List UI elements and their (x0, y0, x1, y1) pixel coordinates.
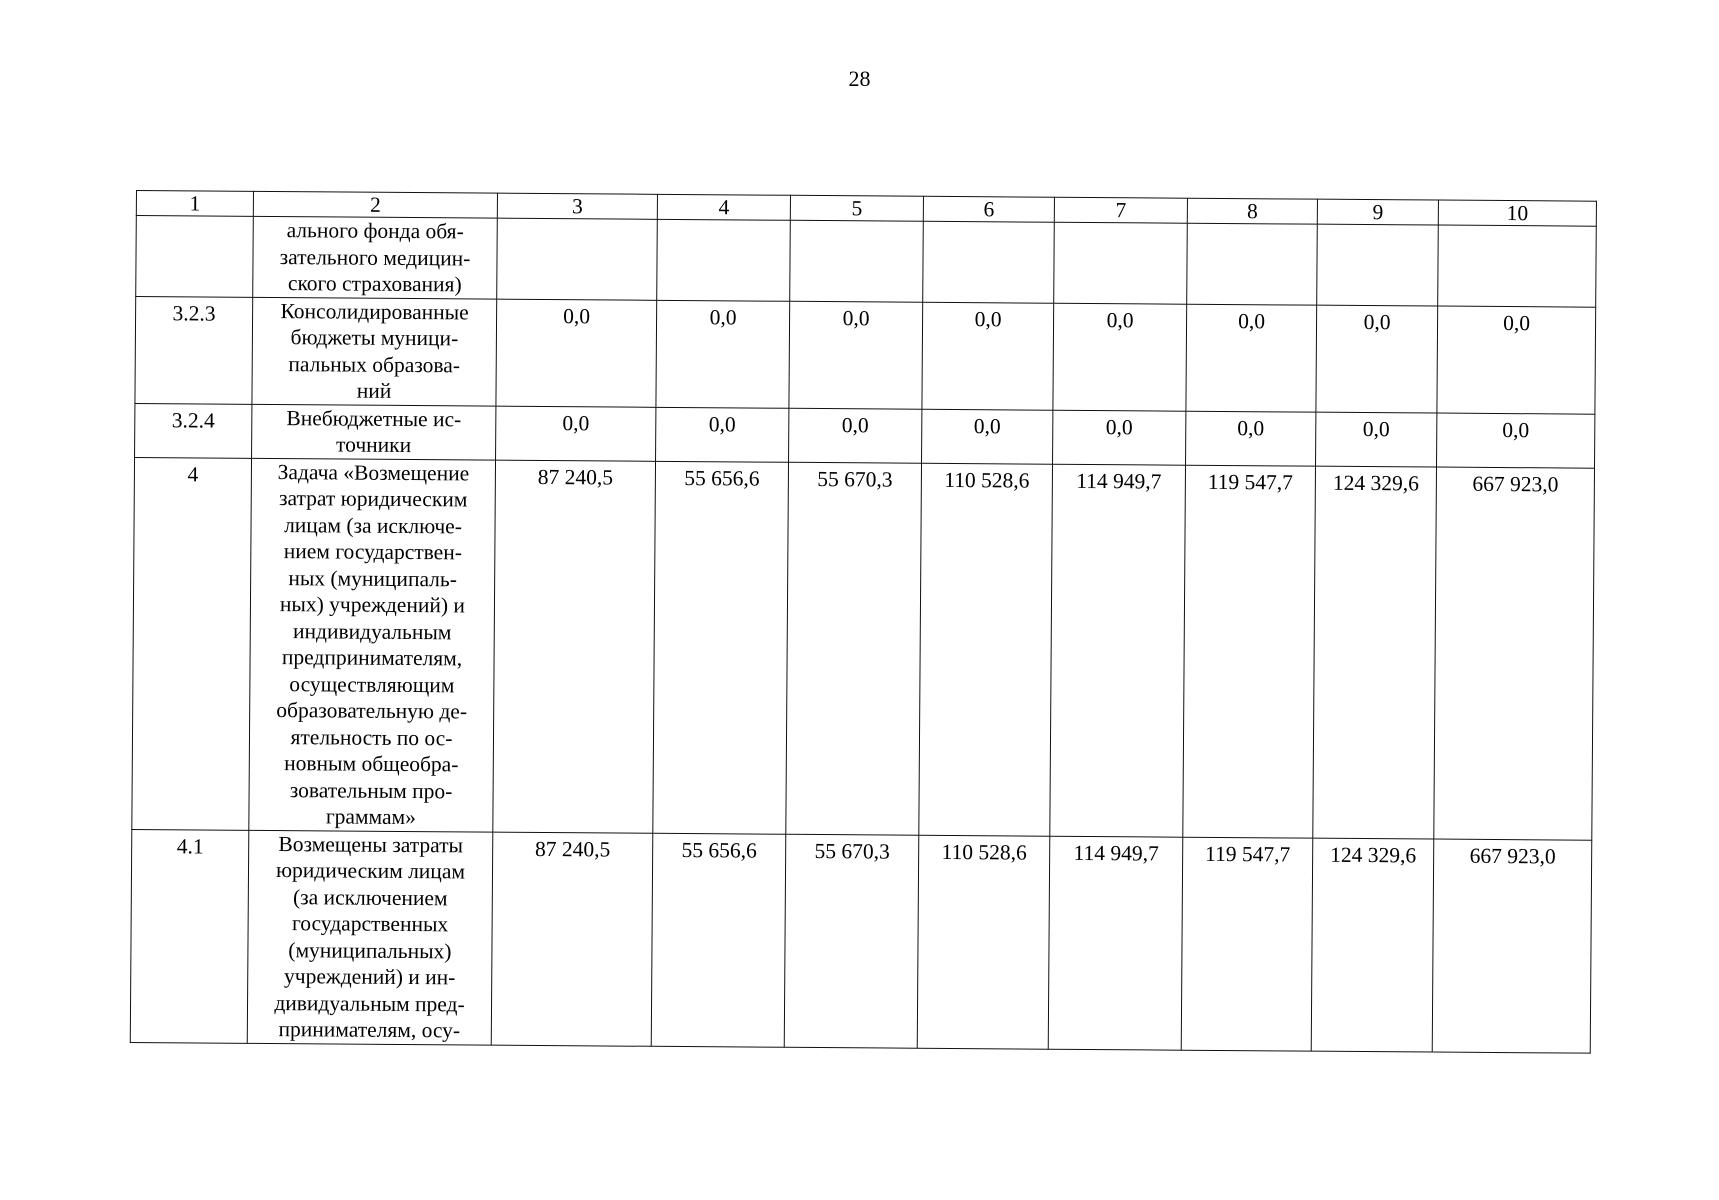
value: 0,0 (563, 303, 591, 328)
value (498, 219, 657, 223)
value: 55 656,6 (681, 837, 757, 863)
row-code-cell (136, 216, 254, 297)
row-code (137, 216, 253, 220)
row-description-line: Задача «Возмещение (277, 459, 470, 485)
column-header: 3 (497, 193, 657, 219)
table-row (135, 296, 1596, 414)
row-description-line: ных (муниципаль- (288, 565, 458, 591)
value (1188, 224, 1317, 228)
value: 0,0 (1106, 307, 1134, 332)
value-cell (1050, 464, 1186, 837)
value: 114 949,7 (1076, 468, 1162, 494)
value-cell (496, 406, 656, 461)
value-cell (789, 301, 923, 409)
value: 119 547,7 (1207, 469, 1294, 494)
value: 114 949,7 (1073, 840, 1159, 866)
value: 110 528,6 (944, 467, 1030, 493)
value-cell (656, 300, 790, 408)
value: 0,0 (1363, 309, 1391, 334)
row-description-line: ных) учреждений) и (279, 592, 466, 618)
value: 124 329,6 (1332, 470, 1419, 495)
value-cell (1048, 836, 1183, 1050)
value-cell (493, 460, 656, 833)
table-row (130, 829, 1592, 1053)
row-description-line: осуществляющим (289, 671, 455, 697)
value-cell (656, 407, 789, 462)
budget-table (130, 190, 1597, 1053)
value-cell (1187, 223, 1318, 304)
value-cell (922, 409, 1053, 464)
row-description-cell (249, 458, 496, 832)
row-description-line: точники (336, 432, 412, 458)
value: 0,0 (1237, 415, 1265, 440)
page-number: 28 (848, 66, 871, 91)
value: 87 240,5 (537, 464, 614, 490)
row-code-cell (130, 829, 249, 1043)
value: 0,0 (1502, 417, 1530, 442)
value: 0,0 (1105, 414, 1133, 439)
row-code: 3.2.3 (172, 300, 216, 326)
value-cell (1181, 837, 1313, 1051)
value-cell (784, 834, 919, 1048)
value-cell (1053, 410, 1186, 465)
value-cell (917, 835, 1050, 1049)
row-description-line: индивидуальным (293, 618, 452, 644)
row-description-line: дивидуальным пред- (274, 990, 465, 1016)
row-code-cell (135, 403, 252, 458)
value-cell (919, 463, 1053, 836)
value-cell (496, 299, 657, 407)
row-description-line: предпринимателям, (281, 645, 463, 671)
value-cell (653, 461, 789, 834)
value-cell (923, 221, 1055, 302)
value-cell (497, 218, 658, 300)
row-description-line: ального фонда обя- (286, 218, 464, 244)
value: 87 240,5 (534, 836, 611, 861)
value: 119 547,7 (1204, 841, 1291, 866)
column-header: 10 (1438, 200, 1596, 226)
value-cell (786, 462, 922, 835)
value: 0,0 (973, 413, 1001, 438)
row-description-line: затрат юридическим (278, 486, 468, 512)
value: 0,0 (842, 305, 870, 330)
row-code: 4.1 (176, 833, 204, 859)
value (924, 222, 1054, 226)
row-code: 4 (187, 461, 199, 486)
value: 0,0 (1503, 310, 1531, 335)
value-cell (491, 832, 653, 1046)
value: 667 923,0 (1469, 843, 1556, 868)
value-cell (1311, 838, 1434, 1052)
value: 0,0 (709, 304, 737, 329)
value (791, 221, 923, 225)
row-description-line: зовательным про- (289, 777, 453, 803)
table-row (135, 403, 1595, 468)
value: 55 670,3 (817, 466, 893, 492)
value-cell (790, 220, 924, 301)
value: 0,0 (1362, 416, 1390, 441)
row-description-line: нием государствен- (283, 539, 463, 565)
value-cell (1437, 306, 1596, 414)
value: 0,0 (708, 411, 736, 436)
row-code-cell (135, 296, 253, 404)
row-description-line: ний (356, 378, 392, 403)
value (658, 220, 790, 224)
row-description-line: Консолидированные (280, 298, 469, 324)
row-description-line: Возмещены затраты (278, 831, 464, 857)
row-description-line: граммам» (325, 804, 417, 830)
value-cell (1316, 305, 1438, 413)
value-cell (651, 833, 786, 1047)
value: 0,0 (562, 410, 590, 435)
value-cell (1437, 413, 1595, 468)
value-cell (1317, 224, 1439, 305)
value: 0,0 (1238, 308, 1266, 333)
value: 667 923,0 (1472, 471, 1559, 496)
row-description-line: юридическим лицам (275, 858, 466, 884)
column-header: 1 (136, 191, 253, 217)
value-cell (1186, 304, 1317, 412)
value: 110 528,6 (941, 839, 1027, 865)
value: 55 656,6 (684, 465, 760, 491)
value (1055, 223, 1187, 227)
value-cell (1186, 411, 1316, 466)
row-description-line: новным общеобра- (284, 751, 459, 777)
value-cell (1054, 222, 1188, 303)
table-row (136, 216, 1597, 307)
value-cell (922, 302, 1054, 410)
row-description-line: (муниципальных) (288, 937, 452, 963)
value-cell (1438, 225, 1597, 307)
column-header: 7 (1054, 197, 1187, 223)
row-description-line: ского страхования) (287, 271, 462, 297)
row-description-line: государственных (291, 911, 449, 937)
row-description-line: Внебюджетные ис- (286, 405, 462, 431)
row-description-line: (за исключением (292, 884, 448, 910)
column-header: 6 (923, 196, 1054, 222)
value: 55 670,3 (814, 838, 890, 864)
value-cell (1183, 465, 1316, 838)
column-header: 8 (1187, 198, 1317, 224)
value-cell (1434, 467, 1595, 840)
row-code: 3.2.4 (171, 407, 215, 433)
value: 124 329,6 (1330, 842, 1417, 867)
value-cell (657, 219, 791, 300)
row-description-line: образовательную де- (276, 698, 468, 724)
row-description-line: принимателям, осу- (278, 1017, 461, 1043)
value: 0,0 (974, 306, 1002, 331)
row-description-cell (252, 297, 497, 406)
value-cell (1053, 303, 1187, 411)
table-row (132, 457, 1595, 840)
value-cell (1316, 412, 1437, 467)
column-header: 2 (253, 191, 497, 218)
row-code-cell (132, 457, 252, 830)
row-description-cell (253, 216, 498, 298)
row-description-cell (252, 404, 496, 460)
column-header: 5 (790, 195, 923, 221)
row-description-line: зательного медицин- (279, 244, 471, 270)
value (1318, 225, 1438, 229)
column-header: 9 (1317, 199, 1438, 225)
row-description-line: бюджеты муници- (290, 325, 459, 351)
budget-table-container (130, 190, 1596, 1053)
column-header: 4 (657, 194, 790, 220)
value: 0,0 (841, 412, 869, 437)
row-description-cell (247, 830, 493, 1045)
row-description-line: пальных образова- (288, 351, 461, 377)
row-description-line: ятельность по ос- (290, 724, 453, 750)
value-cell (1313, 466, 1437, 839)
row-description-line: учреждений) и ин- (283, 964, 456, 990)
value (1439, 226, 1596, 230)
value-cell (1432, 839, 1592, 1053)
row-description-line: лицам (за исключе- (284, 512, 463, 538)
value-cell (789, 408, 922, 463)
